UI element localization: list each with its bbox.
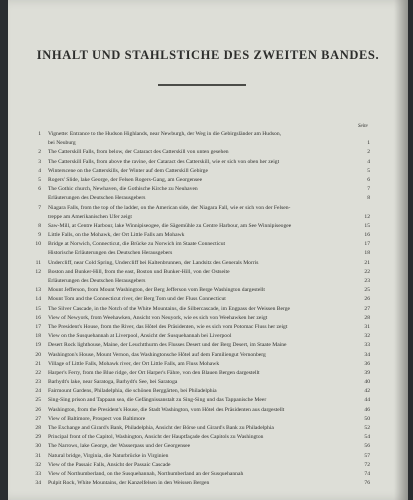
entry-page: 12 (364, 213, 370, 220)
title-divider (158, 84, 246, 86)
entry-number: 33 (35, 470, 41, 477)
entry-title: Mount Jefferson, from Mount Washington, der Berg Jefferson vom Berge Washington dargestellt (48, 287, 265, 294)
entry-page: 23 (364, 278, 370, 284)
entry-number: 11 (35, 259, 41, 266)
entry-page: 5 (367, 167, 370, 174)
entry-page: 21 (364, 259, 370, 266)
entry-title: The Silver Cascade, in the Notch of the White Mountains, die Silbercascade, im Engpass der Weissen Berge (48, 305, 291, 312)
entry-title: View of the Passaic Falls, Ansicht der Passaic Cascade (48, 461, 171, 468)
entry-number: 15 (35, 305, 41, 312)
entry-page: 1 (367, 140, 370, 147)
entry-page: 18 (364, 250, 370, 257)
table-of-contents (30, 130, 370, 488)
entry-title: Boston and Bunker-Hill, from the east, Boston und Bunker-Hill, von der Ostseite (48, 268, 230, 275)
entry-number: 14 (35, 296, 41, 303)
entry-title: View of Northumberland, on the Susquehannah, Northumberland an der Susquehannah (48, 470, 244, 477)
entry-page: 72 (364, 461, 370, 468)
toc-entry (30, 148, 370, 157)
entry-title: Erläuterungen des Deutschen Herausgebers (48, 278, 146, 284)
toc-entry (30, 452, 370, 461)
entry-number: 13 (35, 287, 41, 294)
entry-title: Fairmount Gardens, Philadelphia, die schönen Berggärten, bei Philadelphia (48, 388, 217, 395)
entry-page: 33 (364, 342, 370, 349)
entry-number: 34 (35, 480, 41, 487)
entry-title: Mount Tom and the Connecticut river, der Berg Tom und der Fluss Connecticut (48, 296, 226, 303)
entry-page: 27 (364, 305, 370, 312)
toc-entry (30, 259, 370, 268)
entry-title: Bridge at Norwich, Connecticut, die Brücke zu Norwich im Staate Connecticut (48, 241, 226, 248)
entry-number: 6 (38, 186, 41, 193)
entry-title: Saw-Mill, at Centre Harbour, lake Winnipiseogee, die Sägemühle zu Centre Harbour, am See Winnipiseogee (48, 222, 292, 229)
toc-entry (30, 185, 370, 194)
toc-entry (30, 158, 370, 167)
toc-entry (30, 479, 370, 488)
entry-number: 19 (35, 342, 41, 349)
entry-number: 4 (38, 167, 41, 174)
entry-number: 28 (35, 425, 41, 431)
toc-entry (30, 351, 370, 360)
entry-title: Vignette: Entrance to the Hudson Highlands, near Newburgh, der Weg in die Gebirgsländer am Hudson, (48, 131, 282, 137)
entry-number: 2 (38, 149, 41, 156)
toc-entry (30, 387, 370, 396)
entry-page: 36 (364, 360, 370, 367)
toc-entry (30, 249, 370, 258)
entry-title: View of Baltimore, Prospect von Baltimore (48, 415, 146, 422)
entry-number: 5 (38, 176, 41, 183)
entry-number: 3 (38, 158, 41, 165)
toc-entry (30, 369, 370, 378)
toc-entry (30, 295, 370, 304)
entry-number: 23 (35, 379, 41, 386)
entry-page: 15 (364, 222, 370, 229)
toc-entry (30, 314, 370, 323)
toc-entry (30, 167, 370, 176)
entry-number: 9 (38, 232, 41, 239)
toc-entry (30, 378, 370, 387)
entry-title: Winterscene on the Catterskills, der Winter auf dem Catterskill Gebirge (48, 167, 208, 174)
toc-entry (30, 332, 370, 341)
entry-page: 52 (364, 425, 370, 431)
page-edge-shadow (394, 0, 408, 500)
entry-page: 76 (364, 480, 370, 487)
entry-title: Sing-Sing prison and Tappaan sea, die Gefängnissanstalt zu Sing-Sing und das Tappanische Meer (48, 397, 267, 404)
toc-entry (30, 360, 370, 369)
toc-entry (30, 268, 370, 277)
entry-title: Village of Little Falls, Mohawk river, der Ort Little Falls, am Fluss Mohawk (48, 360, 220, 367)
entry-title: View of Newyork, from Weehawken, Ansicht von Neuyork, wie es sich von Weehawken her zeigt (48, 314, 268, 321)
entry-title: Niagara Falls, from the top of the ladder, on the American side, der Niagara Fall, wie er sich von der Felsen- (48, 204, 291, 211)
entry-page: 26 (364, 296, 370, 303)
entry-number: 18 (35, 333, 41, 340)
entry-number: 8 (38, 222, 41, 229)
entry-page: 16 (364, 232, 370, 239)
entry-title: Natural bridge, Virginia, die Naturbrücke in Virginien (48, 452, 169, 459)
entry-page: 17 (364, 241, 370, 248)
toc-entry (30, 130, 370, 139)
entry-page: 8 (367, 195, 370, 202)
toc-entry (30, 461, 370, 470)
entry-title: bei Neuburg (48, 140, 76, 147)
entry-title: The Catterskill Falls, from below, der Cataract des Catterskill von unten gesehen (48, 149, 229, 156)
entry-page: 57 (364, 452, 370, 459)
entry-title: View on the Susquehannah at Liverpool, Ansicht der Susquehannah bei Liverpool (48, 333, 232, 340)
entry-title: The Exchange and Girard's Bank, Philadelphia, Ansicht der Börse und Girard's Bank zu Philadelphia (48, 425, 274, 431)
entry-number: 20 (35, 351, 41, 358)
entry-page: 39 (364, 369, 370, 376)
toc-entry (30, 277, 370, 286)
entry-page: 25 (364, 287, 370, 294)
entry-title: Harper's Ferry, from the Blue ridge, der Ort Harper's Fähre, von den Blauen Bergen dargestellt (48, 369, 260, 376)
toc-entry (30, 222, 370, 231)
entry-number: 7 (38, 204, 41, 211)
entry-number: 10 (35, 241, 41, 248)
entry-title: The Gothic church, Newhaven, die Gothische Kirche zu Neuhaven (48, 186, 198, 193)
entry-number: 21 (35, 360, 41, 367)
entry-title: Barhydt's lake, near Saratoga, Barhydt's See, bei Saratoga (48, 379, 178, 386)
entry-page: 74 (364, 470, 370, 477)
entry-page: 40 (364, 379, 370, 386)
toc-entry (30, 396, 370, 405)
entry-page: 46 (364, 406, 370, 413)
entry-title: Rogers' Slide, lake George, der Felsen Rogers-Gang, am Georgensee (48, 176, 203, 183)
toc-entry (30, 231, 370, 240)
entry-title: Historische Erläuterungen des Deutschen Herausgebers (48, 250, 173, 257)
toc-entry (30, 305, 370, 314)
entry-title: treppe am Amerikanischen Ufer zeigt (48, 213, 132, 220)
page-column-label: Seite (358, 124, 368, 129)
entry-title: The Catterskill Falls, from above the ravine, der Cataract des Catterskill, wie er sich von oben her zeigt (48, 158, 280, 165)
entry-number: 24 (35, 388, 41, 395)
toc-entry (30, 240, 370, 249)
toc-entry (30, 424, 370, 433)
entry-page: 44 (364, 397, 370, 404)
entry-number: 1 (38, 131, 41, 137)
entry-number: 12 (35, 268, 41, 275)
toc-entry (30, 415, 370, 424)
toc-entry (30, 286, 370, 295)
entry-page: 50 (364, 415, 370, 422)
entry-page: 42 (364, 388, 370, 395)
toc-entry (30, 176, 370, 185)
toc-entry (30, 406, 370, 415)
entry-title: Desert Rock lighthouse, Maine, der Leuchtthurm des Flusses Desert und der Berg Desert, im Staate Maine (48, 342, 287, 349)
entry-page: 54 (364, 434, 370, 441)
entry-number: 31 (35, 452, 41, 459)
toc-entry (30, 323, 370, 332)
entry-title: Little Falls, on the Mohawk, der Ort Little Falls am Mohawk (48, 232, 185, 239)
toc-entry (30, 470, 370, 479)
entry-page: 28 (364, 314, 370, 321)
toc-entry (30, 213, 370, 222)
entry-page: 31 (364, 323, 370, 330)
entry-number: 17 (35, 323, 41, 330)
page-title: INHALT UND STAHLSTICHE DES ZWEITEN BANDES. (36, 48, 380, 62)
entry-page: 2 (367, 149, 370, 156)
toc-entry (30, 204, 370, 213)
entry-number: 16 (35, 314, 41, 321)
entry-title: The President's House, from the River, das Hôtel des Präsidenten, wie es sich vom Potomac Fluss her zeigt (48, 323, 288, 330)
entry-page: 34 (364, 351, 370, 358)
entry-page: 22 (364, 268, 370, 275)
entry-page: 56 (364, 443, 370, 450)
entry-page: 4 (367, 158, 370, 165)
toc-entry (30, 442, 370, 451)
entry-title: Washington, from the President's House, die Stadt Washington, vom Hôtel des Präsidenten aus dargestellt (48, 406, 285, 413)
entry-number: 27 (35, 415, 41, 422)
toc-entry (30, 194, 370, 203)
entry-page: 32 (364, 333, 370, 340)
entry-page: 7 (367, 186, 370, 193)
entry-number: 26 (35, 406, 41, 413)
entry-number: 32 (35, 461, 41, 468)
entry-number: 22 (35, 369, 41, 376)
entry-number: 30 (35, 443, 41, 450)
entry-title: Undercliff, near Cold Spring, Undercliff bei Kaltenbrunnen, der Landsitz des Generals Morris (48, 259, 259, 266)
entry-number: 29 (35, 434, 41, 441)
entry-title: The Narrows, lake George, der Wasserpass und der Georgensee (48, 443, 191, 450)
entry-number: 25 (35, 397, 41, 404)
entry-page: 6 (367, 176, 370, 183)
entry-title: Principal front of the Capitol, Washington, Ansicht der Hauptfaçade des Capitols zu Washington (48, 434, 264, 441)
toc-entry (30, 341, 370, 350)
entry-title: Washington's House, Mount Vernon, das Washingtonsche Hôtel auf dem Familiengut Vernonberg (48, 351, 266, 358)
entry-title: Erläuterungen des Deutschen Herausgebers (48, 195, 146, 202)
toc-entry (30, 139, 370, 148)
entry-title: Pulpit Rock, White Mountains, der Kanzelfelsen in den Weissen Bergen (48, 480, 210, 487)
book-page (8, 0, 408, 500)
toc-entry (30, 433, 370, 442)
